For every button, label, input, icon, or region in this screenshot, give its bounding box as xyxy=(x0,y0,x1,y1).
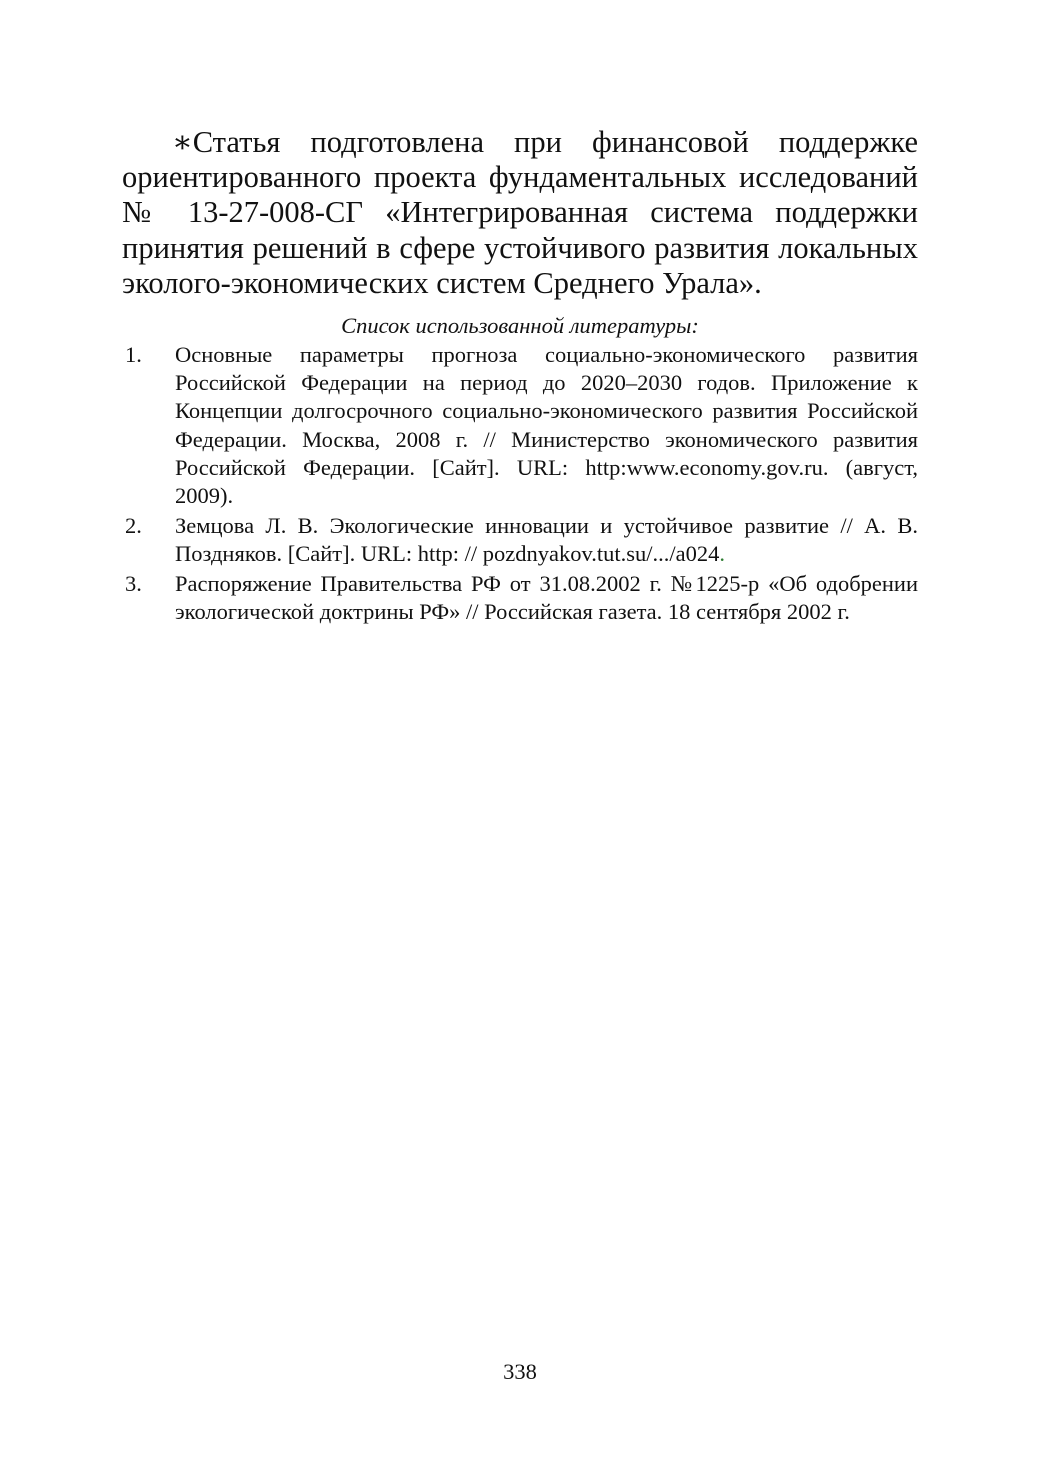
funding-footnote: ∗Статья подготовлена при финансовой поддержке ориентированного проекта фундаментальных исследований № 13-27-008-СГ «Интегрированная система поддержки принятия решений в сфере устойчивого развития локальных эколого-экономических систем Среднего Урала». xyxy=(122,125,918,300)
reference-text: Земцова Л. В. Экологические инновации и устойчивое развитие // А. В. Поздняков. [Сайт]. URL: http: // pozdnyakov.tut.su/.../a024 xyxy=(175,512,918,566)
reference-number: 3. xyxy=(125,570,142,596)
reference-trailing-period: . xyxy=(719,540,725,566)
reference-text: Распоряжение Правительства РФ от 31.08.2002 г. №1225-р «Об одобрении экологической доктрины РФ» // Российская газета. 18 сентября 2002 г. xyxy=(175,570,918,624)
references-list xyxy=(122,341,918,628)
page-number: 338 xyxy=(503,1359,537,1384)
reference-item-3 xyxy=(122,570,918,626)
reference-text-wrapper xyxy=(175,512,918,568)
references-heading: Список использованной литературы: xyxy=(341,313,699,338)
reference-number: 2. xyxy=(125,512,142,538)
reference-number: 1. xyxy=(125,342,142,367)
reference-text: Основные параметры прогноза социально-экономического развития Российской Федерации на период до 2020–2030 годов. Приложение к Концепции долгосрочного социально-экономического развития Российской Федерации. Москва, 2008 г. // Министерство экономического развития Российской Федерации. [Сайт]. URL: http:www.economy.gov.ru. (август, 2009). xyxy=(175,342,918,509)
reference-item-1 xyxy=(122,341,918,510)
reference-item-2 xyxy=(122,512,918,568)
